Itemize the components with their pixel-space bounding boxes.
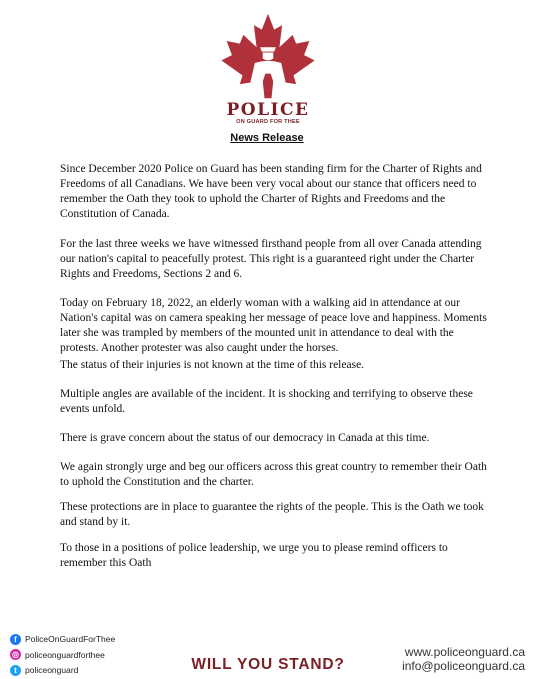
paragraph: Today on February 18, 2022, an elderly woman with a walking aid in attendance at our Nation's capital was on camera speaking her message of peace love and happiness. Moments later she was trampled by members of the mounted unit in attendance to deal with the protests. Another protester was also caught under the horses. xyxy=(60,297,487,354)
org-name: POLICE xyxy=(226,100,310,120)
email-link[interactable]: info@policeonguard.ca xyxy=(402,659,525,673)
org-tagline: ON GUARD FOR THEE xyxy=(236,119,300,125)
social-handle: policeonguardforthee xyxy=(25,649,105,660)
paragraph: We again strongly urge and beg our officers across this great country to remember their Oath to uphold the Constitution and the charter. xyxy=(60,461,487,488)
twitter-icon: t xyxy=(10,665,21,676)
paragraph: Multiple angles are available of the incident. It is shocking and terrifying to observe these events unfold. xyxy=(60,388,473,415)
paragraph: The status of their injuries is not known at the time of this release. xyxy=(60,359,365,371)
paragraph: These protections are in place to guarantee the rights of the people. This is the Oath we took and stand by it. xyxy=(60,501,484,528)
instagram-icon: ◎ xyxy=(10,649,21,660)
social-link-facebook[interactable] xyxy=(10,632,170,646)
document-title: News Release xyxy=(230,132,304,144)
paragraph: Since December 2020 Police on Guard has been standing firm for the Charter of Rights and Freedoms of all Canadians. We have been very vocal about our stance that officers need to remember the Oath they took to uphold the Charter of Rights and Freedoms and the Constitution of Canada. xyxy=(60,163,482,220)
paragraph: There is grave concern about the status of our democracy in Canada at this time. xyxy=(60,432,430,444)
social-handle: policeonguard xyxy=(25,665,79,675)
maple-leaf-silhouette-icon xyxy=(214,12,322,100)
social-links xyxy=(10,632,170,679)
contact-info xyxy=(402,645,525,673)
facebook-icon: f xyxy=(10,634,21,645)
social-link-instagram[interactable] xyxy=(10,648,170,662)
paragraph: For the last three weeks we have witnessed firsthand people from all over Canada attending our nation's capital to peacefully protest. This right is a guaranteed right under the Charter Rights and Freedoms, Sections 2 and 6. xyxy=(60,238,482,280)
slogan: WILL YOU STAND? xyxy=(191,656,345,673)
social-handle: PoliceOnGuardForThee xyxy=(25,634,116,644)
paragraph: To those in a positions of police leadership, we urge you to please remind officers to remember this Oath xyxy=(60,542,448,569)
website-link[interactable]: www.policeonguard.ca xyxy=(404,645,525,659)
